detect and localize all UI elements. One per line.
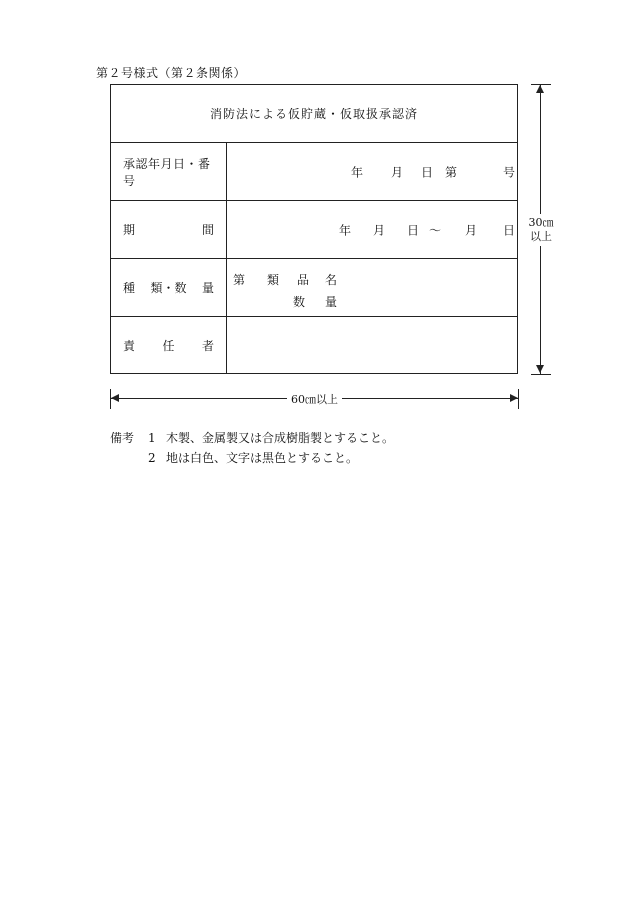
- label-text: 期: [123, 223, 136, 237]
- row-approval-date-number: [111, 143, 517, 201]
- row-type-quantity: [111, 259, 517, 317]
- dimension-tick-right: [518, 389, 519, 409]
- height-dimension-label: [526, 214, 556, 246]
- value-hin: 品: [297, 273, 310, 287]
- remark-number: 2: [148, 451, 156, 465]
- label-text: 種: [123, 281, 136, 295]
- width-dimension-label: 60㎝以上: [287, 391, 342, 407]
- sign-title: 消防法による仮貯蔵・仮取扱承認済: [111, 85, 517, 143]
- arrow-left-icon: [111, 394, 119, 402]
- label-text: 者: [201, 338, 214, 353]
- value-responsible-person: [227, 317, 517, 373]
- value-month: 月: [391, 165, 404, 179]
- remark-item: [110, 428, 394, 448]
- value-dai: 第: [445, 165, 458, 179]
- height-label-line: 以上: [530, 230, 552, 243]
- label-responsible-person: [111, 317, 227, 373]
- value-month: 月: [465, 223, 478, 237]
- label-type-quantity: [111, 259, 227, 316]
- height-label-line: 30㎝: [528, 216, 554, 229]
- value-day: 日: [407, 223, 420, 237]
- remarks-heading: 備考: [110, 431, 135, 445]
- label-text: 承認年月日・番号: [123, 156, 211, 188]
- arrow-up-icon: [536, 85, 544, 93]
- value-tilde: 〜: [429, 223, 442, 237]
- row-responsible-person: [111, 317, 517, 373]
- label-text: 責: [123, 338, 136, 353]
- value-year: 年: [339, 223, 352, 237]
- remark-item: [110, 448, 394, 468]
- value-rui: 類: [267, 273, 280, 287]
- value-month: 月: [373, 223, 386, 237]
- label-text: 任: [162, 338, 175, 353]
- row-period: [111, 201, 517, 259]
- value-day: 日: [421, 165, 434, 179]
- value-suu: 数: [293, 295, 306, 309]
- arrow-down-icon: [536, 365, 544, 373]
- label-approval-date-number: [111, 143, 227, 200]
- value-day: 日: [503, 223, 516, 237]
- value-approval-date-number: [227, 143, 517, 200]
- dimension-tick-bottom: [531, 374, 551, 375]
- label-text: 間: [201, 223, 214, 237]
- label-text: 量: [201, 281, 214, 295]
- remarks: [110, 428, 394, 468]
- value-type-quantity: [227, 259, 517, 316]
- arrow-right-icon: [510, 394, 518, 402]
- sign-board: [110, 84, 518, 374]
- remark-text: 地は白色、文字は黒色とすること。: [166, 451, 359, 465]
- remark-text: 木製、金属製又は合成樹脂製とすること。: [166, 431, 395, 445]
- form-number-title: 第２号様式（第２条関係）: [96, 66, 247, 80]
- value-mei: 名: [325, 273, 338, 287]
- value-ryou: 量: [325, 295, 338, 309]
- value-number: 号: [503, 165, 516, 179]
- label-period: [111, 201, 227, 258]
- remark-number: 1: [148, 431, 156, 445]
- value-period: [227, 201, 517, 258]
- value-dai: 第: [233, 273, 246, 287]
- remarks-heading-spacer: [110, 448, 148, 468]
- value-year: 年: [351, 165, 364, 179]
- label-text: 類・数: [150, 281, 187, 295]
